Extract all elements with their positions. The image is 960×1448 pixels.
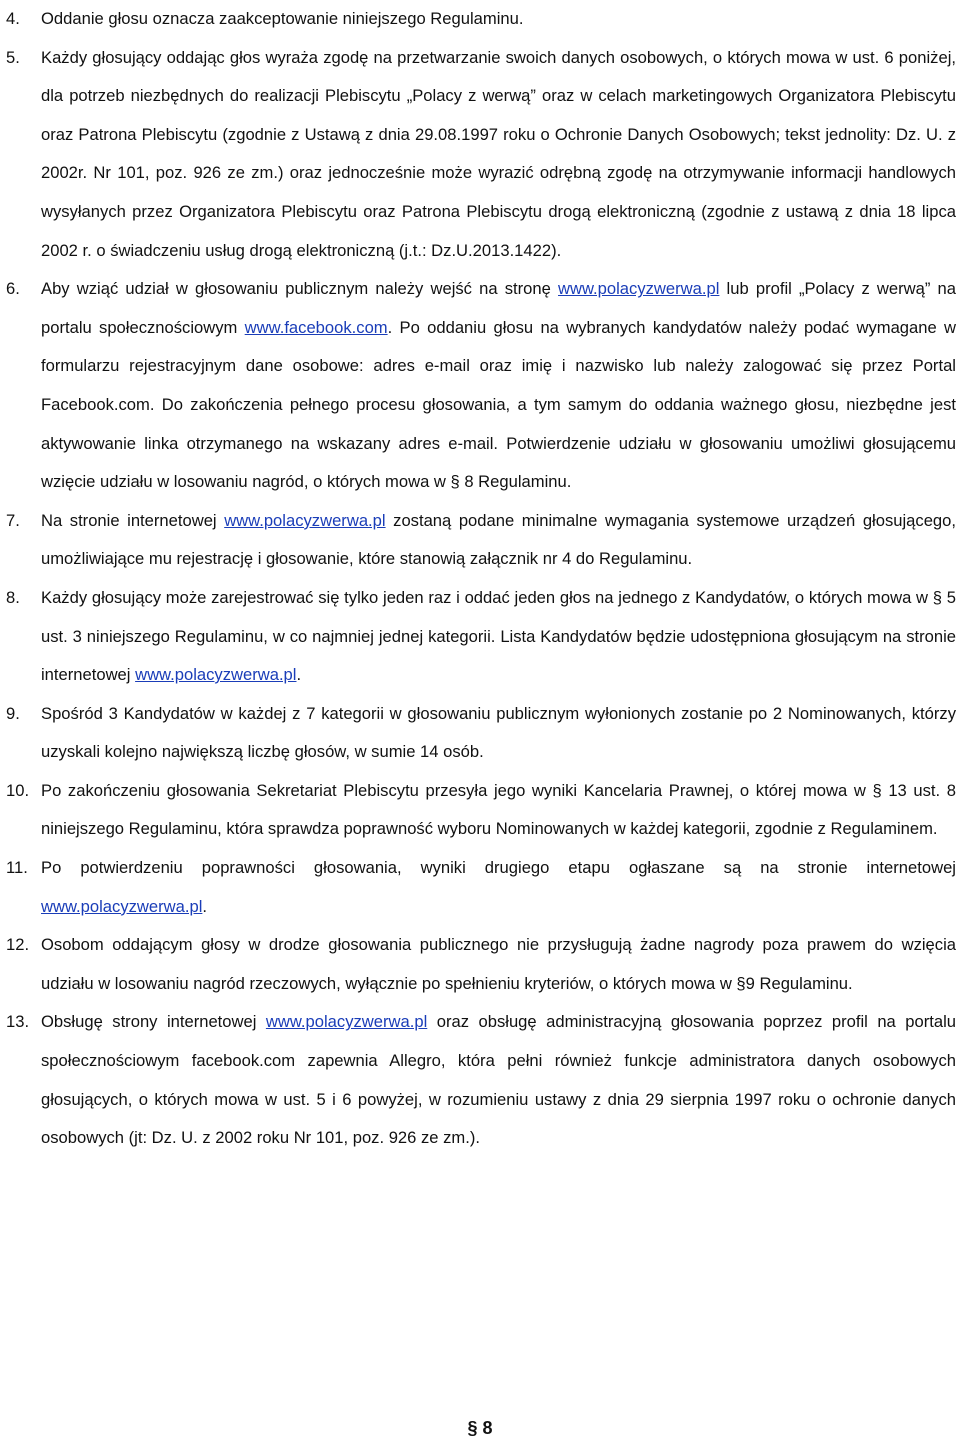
item-number: 5. (6, 47, 20, 67)
list-item (0, 849, 960, 926)
item-text (41, 781, 956, 839)
item-text (41, 279, 956, 491)
list-item (0, 579, 960, 695)
item-number: 10. (6, 780, 30, 800)
website-link[interactable]: www.facebook.com (244, 317, 388, 337)
item-number: 9. (6, 703, 20, 723)
list-item (0, 926, 960, 1003)
text-segment: zostaną podane minimalne wymagania systemowe urządzeń głosującego, umożliwiające mu rejestrację i głosowanie, które stanowią załącznik nr 4 do Regulaminu. (41, 510, 956, 569)
item-text (41, 1012, 956, 1147)
text-segment: Każdy głosujący może zarejestrować się tylko jeden raz i oddać jeden głos na jednego z Kandydatów, o których mowa w § 5 ust. 3 niniejszego Regulaminu, w co najmniej jednej kategorii. Lista Kandydatów będzie udostępniona głosującym na stronie internetowej (41, 587, 956, 685)
text-segment: Po zakończeniu głosowania Sekretariat Plebiscytu przesyła jego wyniki Kancelaria Prawnej, o której mowa w § 13 ust. 8 niniejszego Regulaminu, która sprawdza poprawność wyboru Nominowanych w każdej kategorii, zgodnie z Regulaminem. (41, 780, 956, 839)
text-segment: Obsługę strony internetowej (41, 1012, 266, 1032)
item-number: 13. (6, 1012, 30, 1032)
item-number: 11. (6, 858, 28, 878)
item-text (41, 511, 956, 569)
list-item (0, 39, 960, 271)
item-number: 4. (6, 9, 20, 28)
text-segment: Każdy głosujący oddając głos wyraża zgodę na przetwarzanie swoich danych osobowych, o których mowa w ust. 6 poniżej, dla potrzeb niezbędnych do realizacji Plebiscytu „Polacy z werwą” oraz w celach marketingowych Organizatora Plebiscytu oraz Patrona Plebiscytu (zgodnie z Ustawą z dnia 29.08.1997 roku o Ochronie Danych Osobowych; tekst jednolity: Dz. U. z 2002r. Nr 101, poz. 926 ze zm.) oraz jednocześnie może wyrazić odrębną zgodę na otrzymywanie informacji handlowych wysyłanych przez Organizatora Plebiscytu oraz Patrona Plebiscytu drogą elektroniczną (zgodnie z ustawą z dnia 18 lipca 2002 r. o świadczeniu usług drogą elektroniczną (j.t.: Dz.U.2013.1422). (41, 47, 956, 260)
item-text (41, 9, 523, 28)
text-segment: Spośród 3 Kandydatów w każdej z 7 kategorii w głosowaniu publicznym wyłonionych zostanie po 2 Nominowanych, którzy uzyskali kolejno największą liczbę głosów, w sumie 14 osób. (41, 703, 956, 762)
list-item (0, 1003, 960, 1157)
website-link[interactable]: www.polacyzwerwa.pl (265, 1012, 428, 1032)
item-number: 6. (6, 279, 20, 299)
text-segment: Po potwierdzeniu poprawności głosowania, wyniki drugiego etapu ogłaszane są na stronie internetowej (41, 858, 956, 878)
text-segment: Aby wziąć udział w głosowaniu publicznym należy wejść na stronę (41, 279, 559, 299)
item-text (41, 704, 956, 762)
website-link[interactable]: www.polacyzwerwa.pl (135, 665, 297, 685)
item-text (41, 858, 956, 916)
item-text (41, 935, 956, 993)
text-segment: lub profil „Polacy z werwą” na portalu społecznościowym (41, 279, 956, 337)
item-text (41, 48, 956, 260)
list-item (0, 502, 960, 579)
item-text (41, 588, 956, 684)
website-link[interactable]: www.polacyzwerwa.pl (41, 896, 203, 916)
website-link[interactable]: www.polacyzwerwa.pl (224, 510, 386, 530)
list-item (0, 695, 960, 772)
text-segment: . (296, 665, 302, 685)
text-segment: . Po oddaniu głosu na wybranych kandydatów należy podać wymagane w formularzu rejestracyjnym dane osobowe: adres e-mail oraz imię i nazwisko lub należy zalogować się przez Portal Facebook.com. Do zakończenia pełnego procesu głosowania, a tym samym do oddania ważnego głosu, niezbędne jest aktywowanie linka otrzymanego na wskazany adres e-mail. Potwierdzenie udziału w głosowaniu umożliwi głosującemu wzięcie udziału w losowaniu nagród, o których mowa w § 8 Regulaminu. (41, 317, 956, 492)
text-segment: . (202, 896, 208, 916)
text-segment: oraz obsługę administracyjną głosowania poprzez profil na portalu społecznościowym facebook.com zapewnia Allegro, która pełni również funkcje administratora danych osobowych głosujących, o których mowa w ust. 5 i 6 powyżej, w rozumieniu ustawy z dnia 29 sierpnia 1997 roku o ochronie danych osobowych (jt: Dz. U. z 2002 roku Nr 101, poz. 926 ze zm.). (41, 1012, 956, 1148)
list-item (0, 772, 960, 849)
item-number: 8. (6, 587, 20, 607)
list-item (0, 270, 960, 502)
list-item (0, 0, 960, 39)
text-segment: Osobom oddającym głosy w drodze głosowania publicznego nie przysługują żadne nagrody poza prawem do wzięcia udziału w losowaniu nagród rzeczowych, wyłącznie po spełnieniu kryteriów, o których mowa w §9 Regulaminu. (41, 935, 956, 993)
item-number: 12. (6, 935, 30, 955)
website-link[interactable]: www.polacyzwerwa.pl (558, 279, 720, 299)
text-segment: Oddanie głosu oznacza zaakceptowanie niniejszego Regulaminu. (41, 9, 524, 28)
text-segment: Na stronie internetowej (41, 510, 225, 530)
item-number: 7. (6, 510, 20, 530)
page-number-footer: § 8 (467, 1418, 493, 1438)
